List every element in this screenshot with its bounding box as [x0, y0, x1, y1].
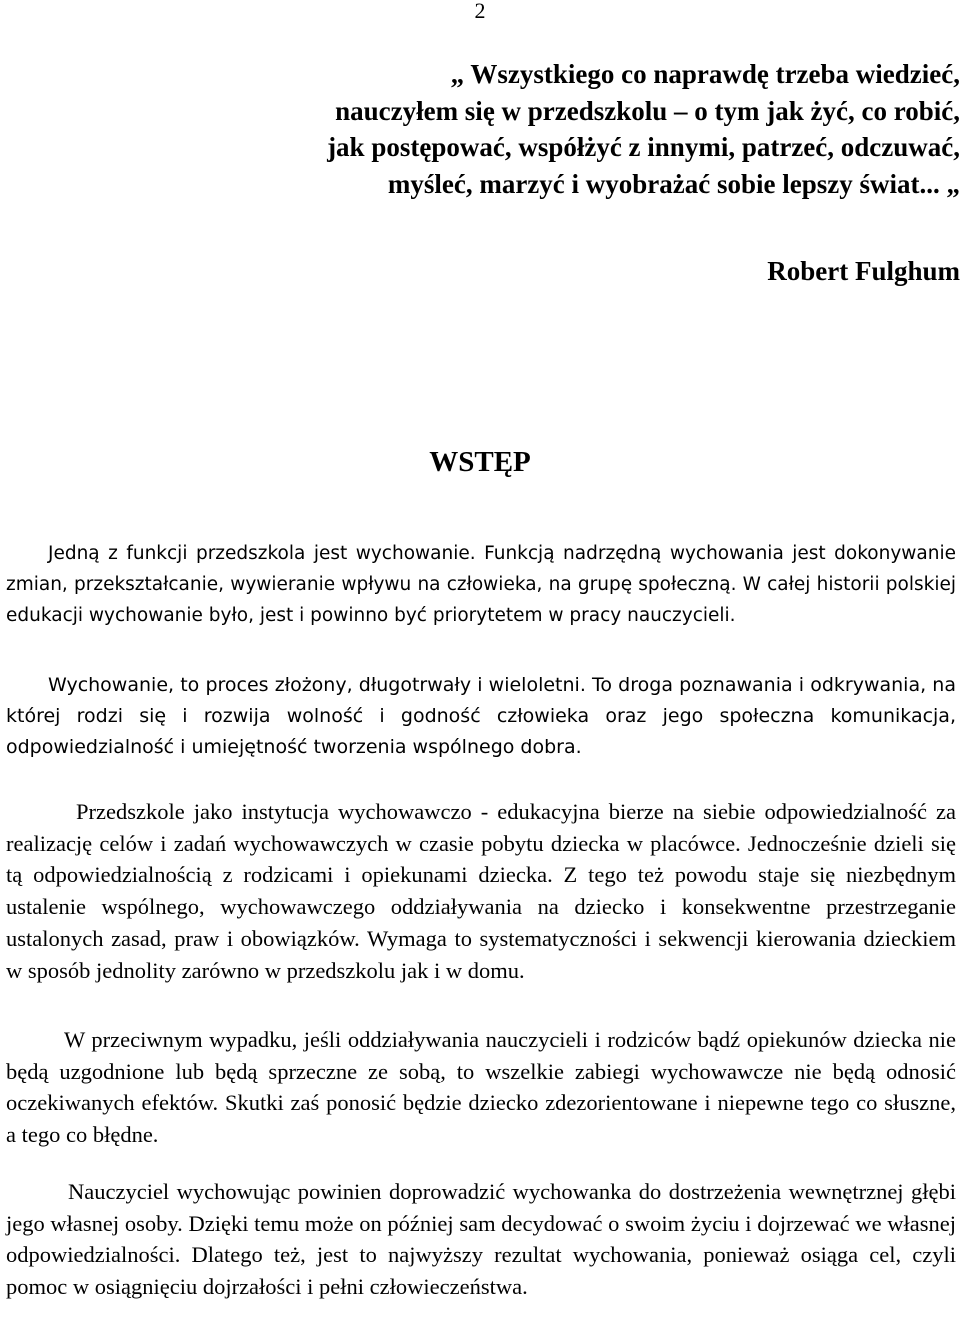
paragraph-2: Wychowanie, to proces złożony, długotrwały i wieloletni. To droga poznawania i odkrywania, na której rodzi się i rozwija wolność i godność człowieka oraz jego społeczna komunikacja, odpowiedzialność i umiejętność tworzenia wspólnego dobra. — [6, 674, 956, 758]
section-heading: WSTĘP — [429, 446, 531, 478]
epigraph-quote — [0, 56, 960, 202]
epigraph-line: jak postępować, współżyć z innymi, patrzeć, odczuwać, — [327, 132, 960, 162]
page-number: 2 — [474, 0, 486, 23]
epigraph-line: myśleć, marzyć i wyobrażać sobie lepszy świat... „ — [387, 168, 960, 199]
epigraph-line: nauczyłem się w przedszkolu – o tym jak żyć, co robić, — [335, 95, 960, 126]
paragraph-3: Przedszkole jako instytucja wychowawczo - edukacyjna bierze na siebie odpowiedzialność za realizację celów i zadań wychowawczych w czasie pobytu dziecka w placówce. Jednocześnie dzieli się tą odpowiedzialnością z rodzicami i opiekunami dziecka. Z tego też powodu staje się niezbędnym ustalenie wspólnego, wychowawczego oddziaływania na dziecko i konsekwentne przestrzeganie ustalonych zasad, praw i obowiązków. Wymaga to systematyczności i sekwencji kierowania dzieckiem w sposób jednolity zarówno w przedszkolu jak i w domu. — [6, 799, 956, 983]
epigraph-author: Robert Fulghum — [767, 256, 960, 286]
paragraph-5: Nauczyciel wychowując powinien doprowadzić wychowanka do dostrzeżenia wewnętrznej głębi jego własnej osoby. Dzięki temu może on później sam decydować o swoim życiu i dojrzewać we własnej odpowiedzialności. Dlatego też, jest to najwyższy rezultat wychowania, ponieważ osiąga cel, czyli pomoc w osiągnięciu dojrzałości i pełni człowieczeństwa. — [6, 1179, 956, 1300]
paragraph-4: W przeciwnym wypadku, jeśli oddziaływania nauczycieli i rodziców bądź opiekunów dziecka nie będą uzgodnione lub będą sprzeczne ze sobą, to wszelkie zabiegi wychowawcze nie będą odnosić oczekiwanych efektów. Skutki zaś ponosić będzie dziecko zdezorientowane i niepewne tego co słuszne, a tego co błędne. — [6, 1027, 956, 1148]
paragraph-1: Jedną z funkcji przedszkola jest wychowanie. Funkcją nadrzędną wychowania jest dokonywanie zmian, przekształcanie, wywieranie wpływu na człowieka, na grupę społeczną. W całej historii polskiej edukacji wychowanie było, jest i powinno być priorytetem w pracy nauczycieli. — [6, 543, 956, 626]
epigraph-line: „ Wszystkiego co naprawdę trzeba wiedzieć, — [450, 59, 960, 89]
